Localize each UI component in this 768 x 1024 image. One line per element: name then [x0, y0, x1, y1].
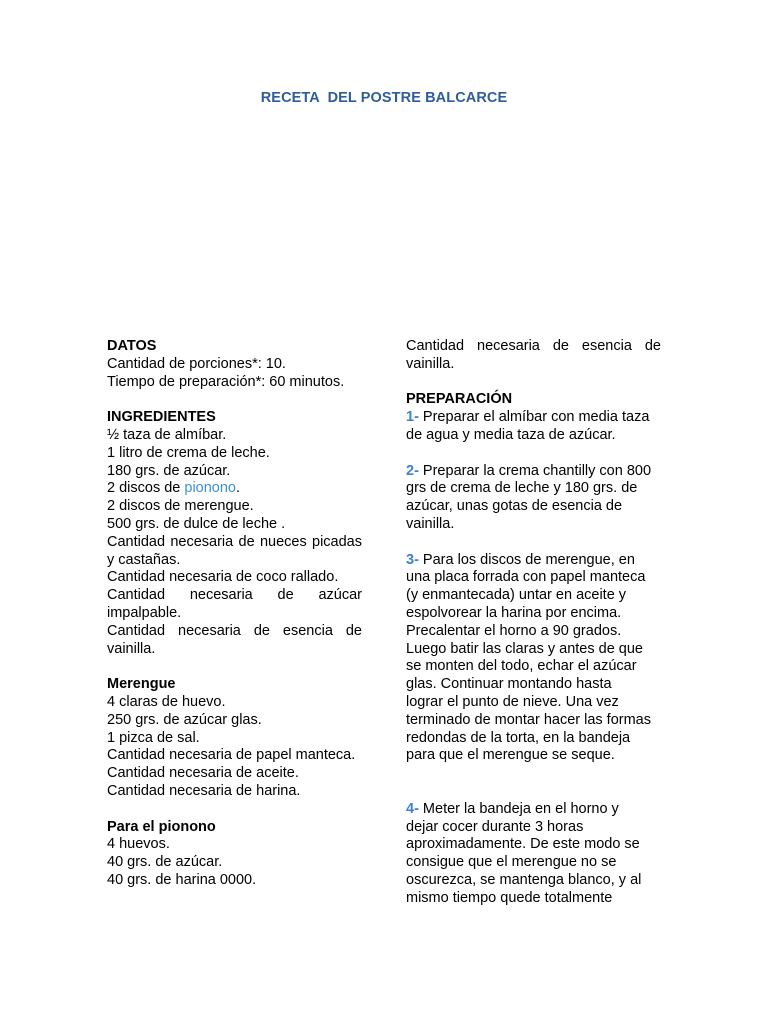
pionono-link[interactable]: pionono: [184, 480, 236, 497]
step-line: redondas de la torta, en la bandeja: [406, 729, 631, 746]
pionono-item: 40 grs. de harina 0000.: [107, 871, 257, 888]
step-line: 4- Meter la bandeja en el horno y: [406, 800, 619, 817]
step-line: dejar cocer durante 3 horas: [406, 818, 584, 835]
ingrediente-item: 500 grs. de dulce de leche .: [107, 515, 286, 532]
datos-heading: DATOS: [107, 338, 157, 354]
preparacion-heading: PREPARACIÓN: [406, 391, 513, 408]
step-line: una placa forrada con papel manteca: [406, 569, 646, 586]
right-column: [406, 338, 661, 908]
ingrediente-item: 2 discos de merengue.: [107, 498, 254, 515]
step-number: 2-: [406, 462, 419, 479]
ingrediente-coco: Cantidad necesaria de coco rallado.: [107, 569, 339, 586]
step-line: se monten del todo, echar el azúcar: [406, 658, 637, 675]
step-line: consigue que el merengue no se: [406, 854, 617, 871]
step-3: [406, 552, 661, 766]
ingrediente-item-pionono: [107, 480, 362, 498]
step-line: 2- Preparar la crema chantilly con 800: [406, 462, 652, 479]
pionono-prefix: 2 discos de: [107, 480, 185, 497]
step-2: [406, 463, 661, 534]
step-line: 3- Para los discos de merengue, en: [406, 551, 635, 568]
document-title: RECETA DEL POSTRE BALCARCE: [260, 90, 508, 106]
step-line: oscurezca, se mantenga blanco, y al: [406, 871, 642, 888]
step-line: vainilla.: [406, 515, 455, 532]
step-1: [406, 409, 661, 445]
merengue-item: Cantidad necesaria de harina.: [107, 782, 301, 799]
step-line: 1- Preparar el almíbar con media taza: [406, 409, 650, 426]
datos-tiempo: Tiempo de preparación*: 60 minutos.: [107, 373, 345, 390]
merengue-papel: Cantidad necesaria de papel manteca.: [107, 747, 356, 764]
ingrediente-item: 1 litro de crema de leche.: [107, 444, 270, 461]
step-line: para que el merengue se seque.: [406, 747, 615, 764]
pionono-item: 40 grs. de azúcar.: [107, 854, 223, 871]
merengue-item: 4 claras de huevo.: [107, 693, 226, 710]
ingrediente-item: 180 grs. de azúcar.: [107, 462, 231, 479]
step-line: de agua y media taza de azúcar.: [406, 426, 616, 443]
pionono-item: 4 huevos.: [107, 836, 170, 853]
merengue-heading: Merengue: [107, 676, 176, 693]
ingrediente-esencia: Cantidad necesaria de esencia de vainilla.: [107, 622, 362, 657]
ingrediente-azucar-impalpable: Cantidad necesaria de azúcar impalpable.: [107, 587, 362, 621]
pionono-suffix: .: [236, 480, 241, 497]
merengue-item: 1 pizca de sal.: [107, 729, 200, 746]
step-line: aproximadamente. De este modo se: [406, 836, 640, 853]
step-line: (y enmantecada) untar en aceite y: [406, 587, 627, 604]
step-line: azúcar, unas gotas de esencia de: [406, 498, 623, 515]
left-column: [107, 338, 362, 890]
step-line: lograr el punto de nieve. Una vez: [406, 693, 619, 710]
step-number: 3-: [406, 551, 419, 568]
step-number: 1-: [406, 409, 419, 426]
step-line: Precalentar el horno a 90 grados.: [406, 622, 622, 639]
step-line: grs de crema de leche y 180 grs. de: [406, 480, 638, 497]
step-number: 4-: [406, 800, 419, 817]
right-esencia: Cantidad necesaria de esencia de vainilla.: [406, 338, 661, 372]
merengue-item: 250 grs. de azúcar glas.: [107, 711, 262, 728]
pionono-heading: Para el pionono: [107, 818, 216, 835]
step-line: mismo tiempo quede totalmente: [406, 889, 613, 906]
merengue-item: Cantidad necesaria de aceite.: [107, 765, 299, 782]
ingrediente-nueces: Cantidad necesaria de nueces picadas y castañas.: [107, 533, 362, 568]
step-line: Luego batir las claras y antes de que: [406, 640, 643, 657]
ingredientes-heading: INGREDIENTES: [107, 409, 216, 426]
step-line: terminado de montar hacer las formas: [406, 711, 651, 728]
datos-porciones: Cantidad de porciones*: 10.: [107, 355, 286, 372]
step-4: [406, 801, 661, 908]
step-line: glas. Continuar montando hasta: [406, 676, 612, 693]
step-line: espolvorear la harina por encima.: [406, 604, 622, 621]
ingrediente-item: ½ taza de almíbar.: [107, 426, 227, 443]
